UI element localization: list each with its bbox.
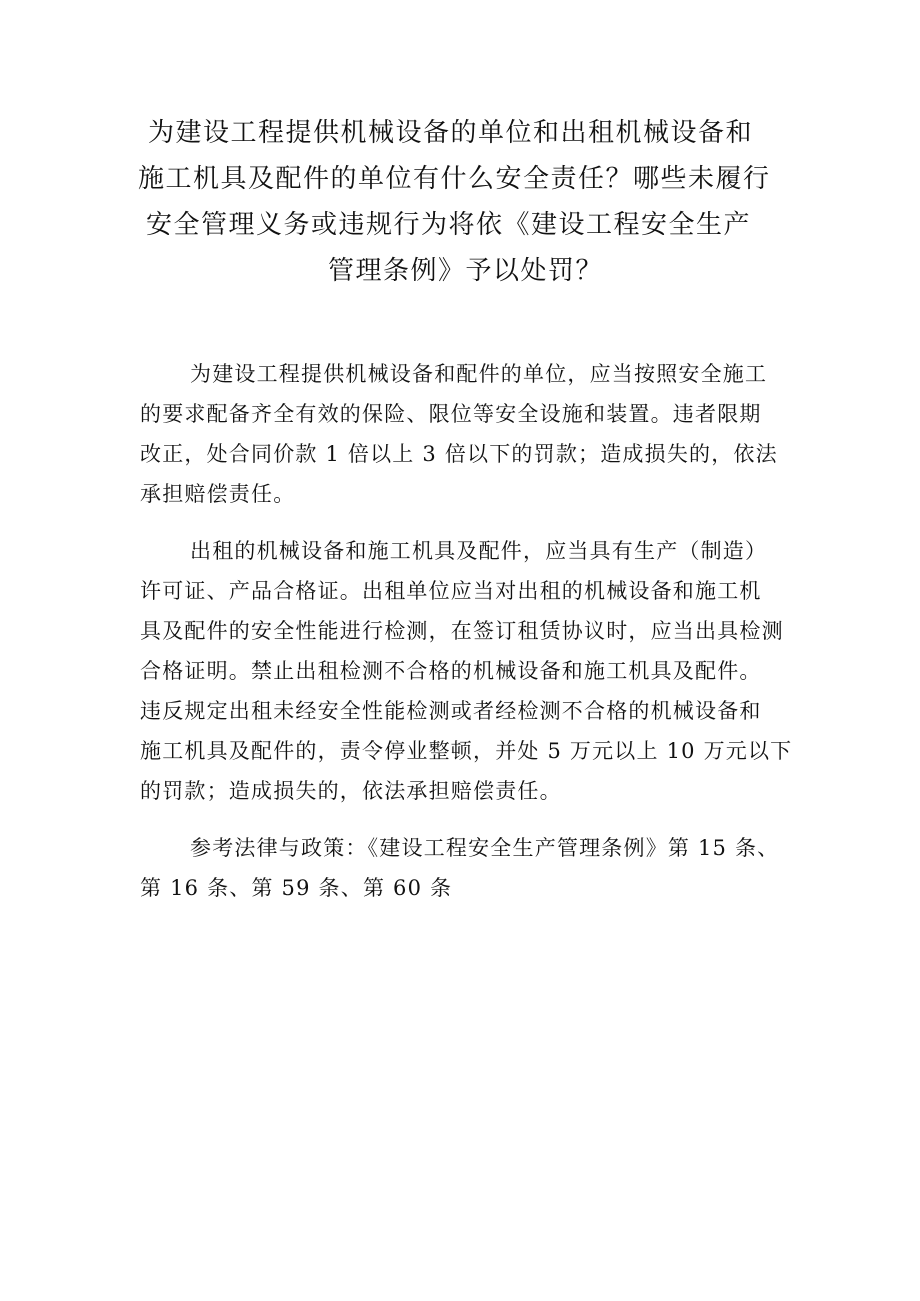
paragraph-equipment-provider [140, 354, 800, 514]
paragraph-line: 改正，处合同价款 1 倍以上 3 倍以下的罚款；造成损失的，依法 [140, 442, 778, 466]
document-body [140, 354, 800, 925]
paragraph-line: 承担赔偿责任。 [140, 482, 296, 506]
paragraph-line: 具及配件的安全性能进行检测，在签订租赁协议时，应当出具检测 [140, 619, 784, 643]
paragraph-line: 参考法律与政策：《建设工程安全生产管理条例》第 15 条、 [190, 836, 780, 860]
title-line: 为建设工程提供机械设备的单位和出租机械设备和 [148, 118, 754, 148]
paragraph-line: 许可证、产品合格证。出租单位应当对出租的机械设备和施工机 [140, 579, 762, 603]
paragraph-line: 施工机具及配件的，责令停业整顿，并处 5 万元以上 10 万元以下 [140, 739, 793, 763]
paragraph-line: 违反规定出租未经安全性能检测或者经检测不合格的机械设备和 [140, 699, 762, 723]
title-line: 安全管理义务或违规行为将依《建设工程安全生产 [146, 210, 752, 240]
title-line: 施工机具及配件的单位有什么安全责任？哪些未履行 [138, 164, 771, 194]
paragraph-line: 合格证明。禁止出租检测不合格的机械设备和施工机具及配件。 [140, 659, 762, 683]
paragraph-references [140, 828, 800, 908]
paragraph-line: 第 16 条、第 59 条、第 60 条 [140, 876, 453, 900]
title-line: 管理条例》予以处罚？ [328, 256, 604, 286]
paragraph-rental-unit [140, 531, 800, 811]
paragraph-line: 的要求配备齐全有效的保险、限位等安全设施和装置。违者限期 [140, 402, 762, 426]
paragraph-line: 的罚款；造成损失的，依法承担赔偿责任。 [140, 779, 562, 803]
document-title [120, 110, 810, 294]
paragraph-line: 出租的机械设备和施工机具及配件，应当具有生产（制造） [190, 539, 768, 563]
paragraph-line: 为建设工程提供机械设备和配件的单位，应当按照安全施工 [190, 362, 768, 386]
